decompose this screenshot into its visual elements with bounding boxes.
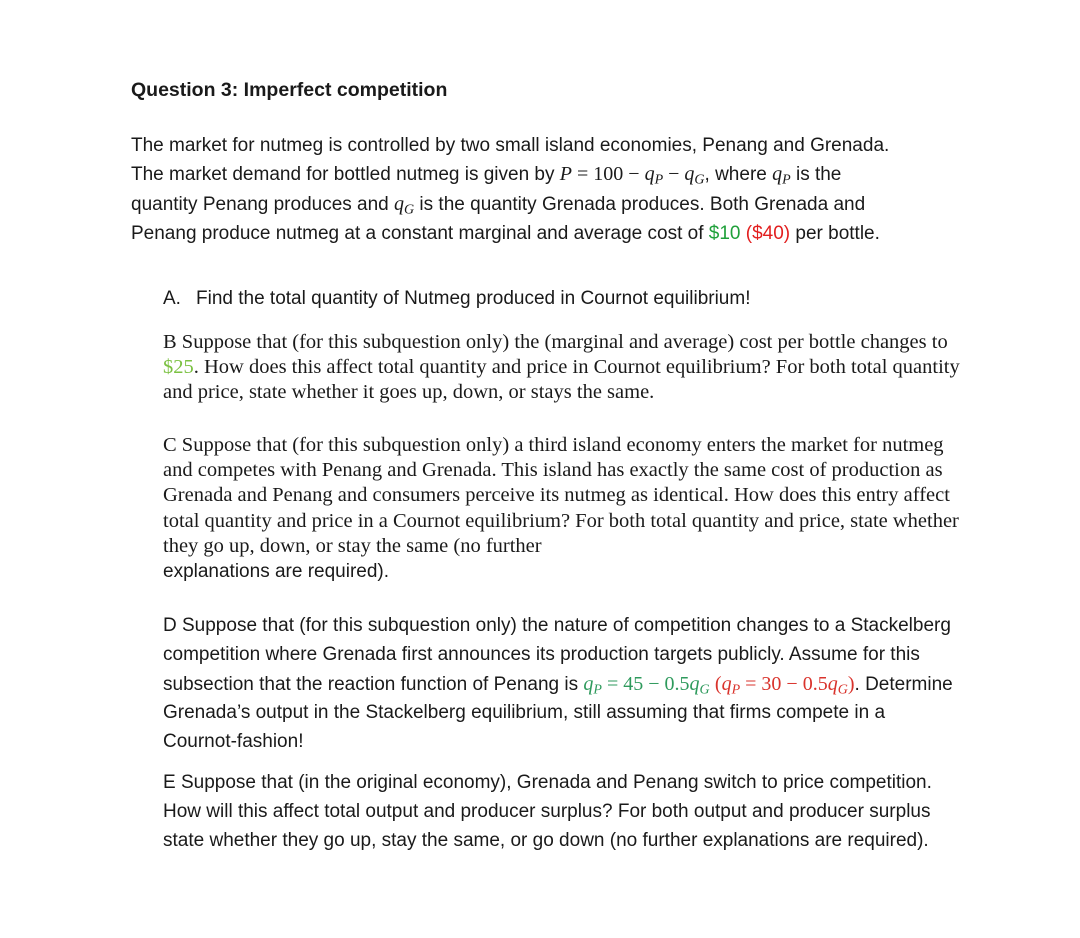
intro-line-4-pre: Penang produce nutmeg at a constant marginal and average cost of	[131, 222, 709, 244]
intro-line-2-mid: , where	[704, 164, 773, 186]
intro-line-3-pre: quantity Penang produces and	[131, 193, 395, 215]
intro-line-3-post: is the quantity Grenada produces. Both Grenada and	[414, 193, 866, 215]
part-d-text-pre: D Suppose that (for this subquestion only) the nature of competition changes to a Stackelberg competition where Grenada first announces its production targets publicly. Assume for this subsection that the reaction function of Penang is	[163, 615, 951, 695]
reaction-function: $q_P = 45 - 0.5q_G$	[583, 672, 710, 698]
intro-paragraph	[131, 131, 951, 248]
part-c-last: explanations are required).	[163, 561, 390, 583]
reaction-function-alt: $(q_P = 30 - 0.5q_G)$	[714, 672, 855, 698]
part-a-text: Find the total quantity of Nutmeg produced in Cournot equilibrium!	[196, 288, 751, 309]
part-a-letter: A.	[163, 288, 181, 309]
cost-original: $10	[708, 222, 741, 244]
intro-line-1: The market for nutmeg is controlled by two small island economies, Penang and Grenada.	[131, 135, 890, 156]
part-a	[163, 286, 750, 312]
intro-line-2-post: is the	[790, 164, 842, 186]
intro-line-4-post: per bottle.	[790, 222, 880, 244]
part-d	[163, 612, 963, 757]
part-b-text-pre: B Suppose that (for this subquestion only) the (marginal and average) cost per bottle changes to	[163, 331, 948, 353]
part-e: E Suppose that (in the original economy), Grenada and Penang switch to price competition. How will this affect total output and producer surplus? For both output and producer surplus state whether they go up, stay the same, or go down (no further explanations are required).	[163, 772, 932, 851]
qg-symbol: $q_G$	[394, 192, 415, 218]
question-title: Question 3: Imperfect competition	[131, 79, 448, 101]
part-b	[163, 330, 963, 405]
part-b-new-cost: $25	[163, 356, 194, 378]
part-d-text-post: . Determine Grenada’s output in the Stackelberg equilibrium, still assuming that firms compete in a Cournot-fashion!	[163, 673, 953, 753]
part-c-text: C Suppose that (for this subquestion only) a third island economy enters the market for nutmeg and competes with Penang and Grenada. This island has exactly the same cost of production as Grenada and Penang and consumers perceive its nutmeg as identical. How does this entry affect total quantity and price in a Cournot equilibrium? For both total quantity and price, state whether they go up, down, or stay the same (no further	[163, 434, 959, 557]
demand-equation: $P = 100 - q_P - q_G$	[559, 163, 705, 188]
cost-alternate: ($40)	[745, 222, 791, 244]
part-c	[163, 433, 963, 584]
intro-line-2-pre: The market demand for bottled nutmeg is given by	[131, 164, 560, 186]
part-b-text-post: . How does this affect total quantity and price in Cournot equilibrium? For both total quantity and price, state whether it goes up, down, or stays the same.	[163, 356, 960, 403]
qp-symbol: $q_P$	[772, 163, 791, 188]
